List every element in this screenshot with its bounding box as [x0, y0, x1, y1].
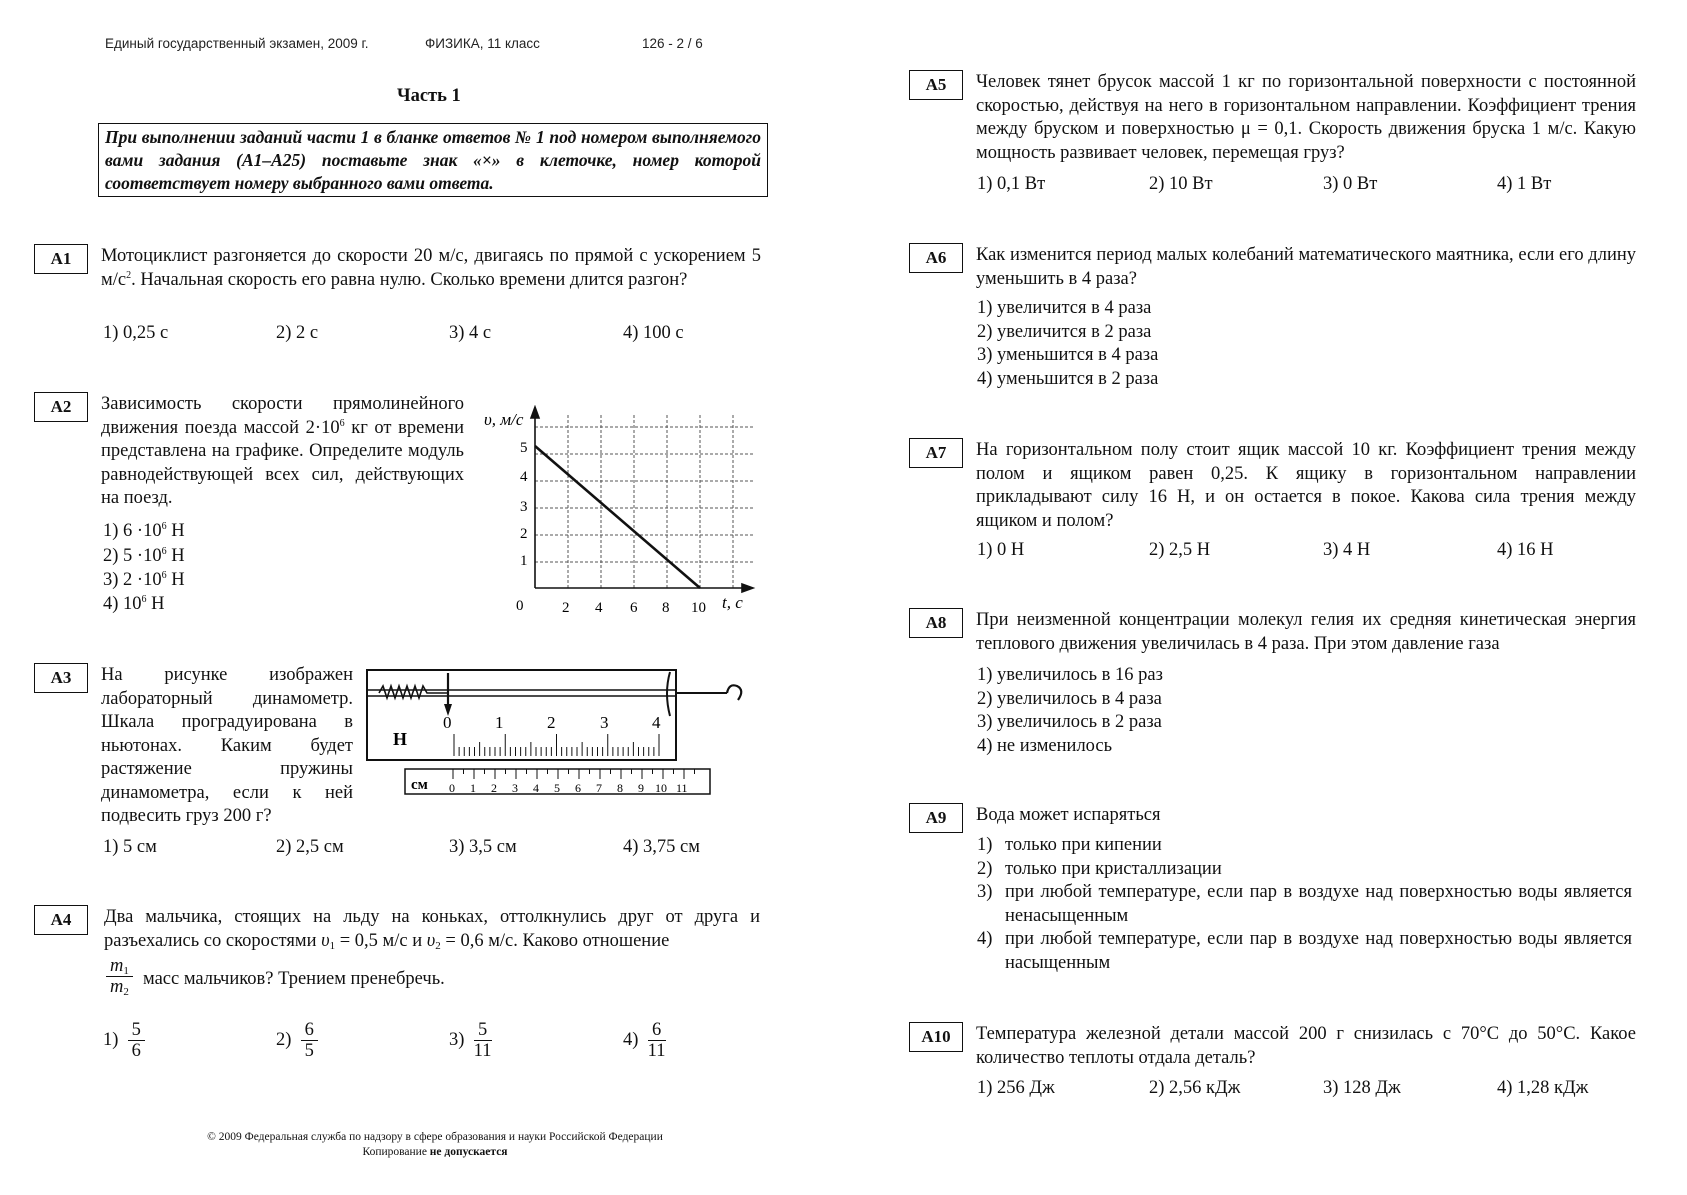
- a2-answer-4: 4) $10^6$ Н: [103, 594, 165, 614]
- question-a6-text: Как изменится период малых колебаний математического маятника, если его длину уменьшить в 4 раза?: [976, 245, 1636, 289]
- a6-answer-1: 1) увеличится в 4 раза: [977, 298, 1152, 318]
- question-label-a3: А3: [34, 663, 88, 693]
- a4-text-part4: масс мальчиков? Трением пренебречь.: [143, 969, 445, 989]
- a9-answer-3: 3) при любой температуре, если пар в воздухе над поверхностью воды является ненасыщенным: [977, 882, 1632, 926]
- question-a8-text: При неизменной концентрации молекул гелия их средняя кинетическая энергия теплового движения увеличилась в 4 раза. При этом давление газа: [976, 610, 1636, 654]
- question-label-a1: А1: [34, 244, 88, 274]
- a2-answer-3: 3) $2 \cdot 10^6$ Н: [103, 570, 185, 590]
- footer-copyright: [150, 1130, 720, 1160]
- graph-y-tick-5: 5: [520, 440, 528, 456]
- graph-y-tick-4: 4: [520, 469, 528, 485]
- graph-y-tick-3: 3: [520, 499, 528, 515]
- question-label-a4: А4: [34, 905, 88, 935]
- a1-answer-4: 4) 100 с: [623, 323, 684, 343]
- cm-tick-1: 1: [470, 781, 476, 795]
- a5-answer-1: 1) 0,1 Вт: [977, 174, 1046, 194]
- a4-v2-sub: 2: [435, 939, 441, 952]
- header-page: 126 - 2 / 6: [642, 36, 703, 51]
- a5-answer-3: 3) 0 Вт: [1323, 174, 1378, 194]
- a1-answer-3: 3) 4 с: [449, 323, 492, 343]
- a2-text-part1: Зависимость скорости прямолинейного движения поезда массой 2·10: [101, 394, 464, 438]
- a4-text-part1: Два мальчика, стоящих на льду на коньках, оттолкнулись друг от друга и разъехались со скоростями: [104, 907, 760, 951]
- graph-x-tick-8: 8: [662, 600, 670, 616]
- cm-tick-4: 4: [533, 781, 539, 795]
- question-a7-text: На горизонтальном полу стоит ящик массой 10 кг. Коэффициент трения между полом и ящиком равен 0,25. К ящику в горизонтальном направлении прикладывают силу 16 Н, и он остается в покое. Какова сила трения между ящиком и полом?: [976, 440, 1636, 531]
- question-label-a5: А5: [909, 70, 963, 100]
- header-subject: ФИЗИКА, 11 класс: [425, 36, 540, 51]
- a6-answer-2: 2) увеличится в 2 раза: [977, 322, 1152, 342]
- a2-answer-1: 1) $6 \cdot 10^6$ Н: [103, 521, 185, 541]
- newton-minor-ticks: [454, 734, 659, 756]
- cm-tick-5: 5: [554, 781, 560, 795]
- a10-answer-4: 4) 1,28 кДж: [1497, 1078, 1589, 1098]
- graph-grid: [535, 415, 753, 588]
- question-label-a10: А10: [909, 1022, 963, 1052]
- a7-answer-4: 4) 16 Н: [1497, 540, 1554, 560]
- question-a3-text: На рисунке изображен лабораторный динамометр. Шкала проградуирована в ньютонах. Каким будет растяжение пружины динамометра, если к ней подвесить груз 200 г?: [101, 665, 353, 826]
- a6-answer-4: 4) уменьшится в 2 раза: [977, 369, 1159, 389]
- a4-answer-1: 1) $\frac{5}{6}$: [103, 1020, 145, 1061]
- cm-tick-10: 10: [655, 781, 667, 795]
- a4-answer-4: 4) $\frac{6}{11}$: [623, 1020, 666, 1061]
- question-a1-text: [101, 245, 761, 292]
- a1-answer-1: 1) 0,25 с: [103, 323, 169, 343]
- question-a9-text: Вода может испаряться: [976, 805, 1161, 825]
- question-label-a8: А8: [909, 608, 963, 638]
- a7-answer-3: 3) 4 Н: [1323, 540, 1371, 560]
- a1-sup: 2: [126, 269, 132, 281]
- question-label-a9: А9: [909, 803, 963, 833]
- a3-answer-2: 2) 2,5 см: [276, 837, 344, 857]
- a9-answer-2: 2) только при кристаллизации: [977, 859, 1222, 879]
- footer-line2: Копирование не допускается: [362, 1146, 508, 1158]
- a3-answer-4: 4) 3,75 см: [623, 837, 700, 857]
- n-tick-3: 3: [600, 713, 609, 732]
- hook: [727, 685, 741, 700]
- velocity-line: [535, 446, 700, 588]
- a8-answer-4: 4) не изменилось: [977, 736, 1113, 756]
- a10-answer-2: 2) 2,56 кДж: [1149, 1078, 1241, 1098]
- cm-tick-3: 3: [512, 781, 518, 795]
- a2-velocity-graph: [478, 405, 758, 620]
- a4-v2: υ: [426, 930, 436, 951]
- newton-unit: Н: [393, 729, 408, 749]
- graph-y-label: υ, м/с: [484, 410, 524, 429]
- a8-answer-3: 3) увеличилось в 2 раза: [977, 712, 1162, 732]
- a4-answer-3: 3) $\frac{5}{11}$: [449, 1020, 492, 1061]
- header-exam: Единый государственный экзамен, 2009 г.: [105, 36, 369, 51]
- a9-answer-4: 4) при любой температуре, если пар в воздухе над поверхностью воды является насыщенным: [977, 929, 1632, 973]
- a4-ratio-fraction: $\frac{m_1}{m_2}$: [106, 956, 133, 997]
- graph-x-label: t, с: [722, 593, 743, 612]
- cm-ticks: [453, 769, 695, 779]
- a4-v1-sub: 1: [329, 939, 336, 952]
- a1-text-part2: . Начальная скорость его равна нулю. Сколько времени длится разгон?: [131, 269, 688, 290]
- a3-answer-3: 3) 3,5 см: [449, 837, 517, 857]
- graph-x-tick-4: 4: [595, 600, 603, 616]
- a10-answer-3: 3) 128 Дж: [1323, 1078, 1401, 1098]
- instructions-box: При выполнении заданий части 1 в бланке ответов № 1 под номером выполняемого вами задания (А1–А25) поставьте знак «×» в клеточке, номер которой соответствует номеру выбранного вами ответа.: [98, 123, 768, 197]
- a2-sup: 6: [339, 417, 345, 429]
- n-tick-2: 2: [547, 713, 556, 732]
- question-label-a7: А7: [909, 438, 963, 468]
- a9-answer-1: 1) только при кипении: [977, 835, 1162, 855]
- question-label-a6: А6: [909, 243, 963, 273]
- dynamometer-body: [367, 670, 676, 760]
- a2-answer-2: 2) $5 \cdot 10^6$ Н: [103, 546, 185, 566]
- cm-tick-0: 0: [449, 781, 455, 795]
- a4-text-part2: = 0,5 м/с и: [335, 930, 427, 951]
- n-tick-4: 4: [652, 713, 661, 732]
- question-a4-text: [104, 906, 760, 953]
- cm-tick-9: 9: [638, 781, 644, 795]
- newton-scale: [443, 713, 661, 732]
- graph-x-tick-2: 2: [562, 600, 570, 616]
- cm-tick-7: 7: [596, 781, 602, 795]
- graph-axes: [531, 407, 753, 592]
- a8-answer-2: 2) увеличилось в 4 раза: [977, 689, 1162, 709]
- cm-tick-6: 6: [575, 781, 581, 795]
- a1-answer-2: 2) 2 с: [276, 323, 319, 343]
- question-a10-text: Температура железной детали массой 200 г снизилась с 70°С до 50°С. Какое количество теплоты отдала деталь?: [976, 1024, 1636, 1068]
- a4-v1: υ: [321, 930, 330, 951]
- graph-y-tick-1: 1: [520, 553, 528, 569]
- graph-y-tick-2: 2: [520, 526, 528, 542]
- footer-line1: © 2009 Федеральная служба по надзору в сфере образования и науки Российской Федерации: [207, 1131, 663, 1143]
- a5-answer-2: 2) 10 Вт: [1149, 174, 1213, 194]
- cm-scale: [449, 781, 688, 795]
- cm-unit: см: [411, 777, 428, 793]
- a4-answer-2: 2) $\frac{6}{5}$: [276, 1020, 318, 1061]
- a8-answer-1: 1) увеличилось в 16 раз: [977, 665, 1163, 685]
- n-tick-1: 1: [495, 713, 504, 732]
- graph-x-tick-6: 6: [630, 600, 638, 616]
- a3-answer-1: 1) 5 см: [103, 837, 157, 857]
- a7-answer-1: 1) 0 Н: [977, 540, 1025, 560]
- a4-mass-ratio: [106, 956, 133, 997]
- graph-origin: 0: [516, 598, 524, 614]
- n-tick-0: 0: [443, 713, 452, 732]
- cm-tick-8: 8: [617, 781, 623, 795]
- a1-text-part1: Мотоциклист разгоняется до скорости 20 м/с, двигаясь по прямой с ускорением 5 м/с: [101, 246, 761, 290]
- a5-answer-4: 4) 1 Вт: [1497, 174, 1552, 194]
- a7-answer-2: 2) 2,5 Н: [1149, 540, 1211, 560]
- a10-answer-1: 1) 256 Дж: [977, 1078, 1055, 1098]
- graph-x-tick-10: 10: [691, 600, 706, 616]
- question-a2-text: [101, 393, 464, 511]
- cm-tick-2: 2: [491, 781, 497, 795]
- question-a5-text: Человек тянет брусок массой 1 кг по горизонтальной поверхности с постоянной скоростью, действуя на него в горизонтальном направлении. Коэффициент трения между бруском и поверхностью μ = 0,1. Скорость движения бруска 1 м/с. Какую мощность развивает человек, перемещая груз?: [976, 72, 1636, 163]
- a4-text-part3: = 0,6 м/с. Каково отношение: [440, 930, 670, 951]
- part-title: Часть 1: [397, 86, 461, 106]
- a2-text-part2: кг от времени представлена на графике. Определите модуль равнодействующей всех сил, действующих на поезд.: [101, 417, 464, 508]
- cm-tick-11: 11: [676, 781, 688, 795]
- a6-answer-3: 3) уменьшится в 4 раза: [977, 345, 1159, 365]
- question-label-a2: А2: [34, 392, 88, 422]
- a3-dynamometer: [365, 668, 750, 798]
